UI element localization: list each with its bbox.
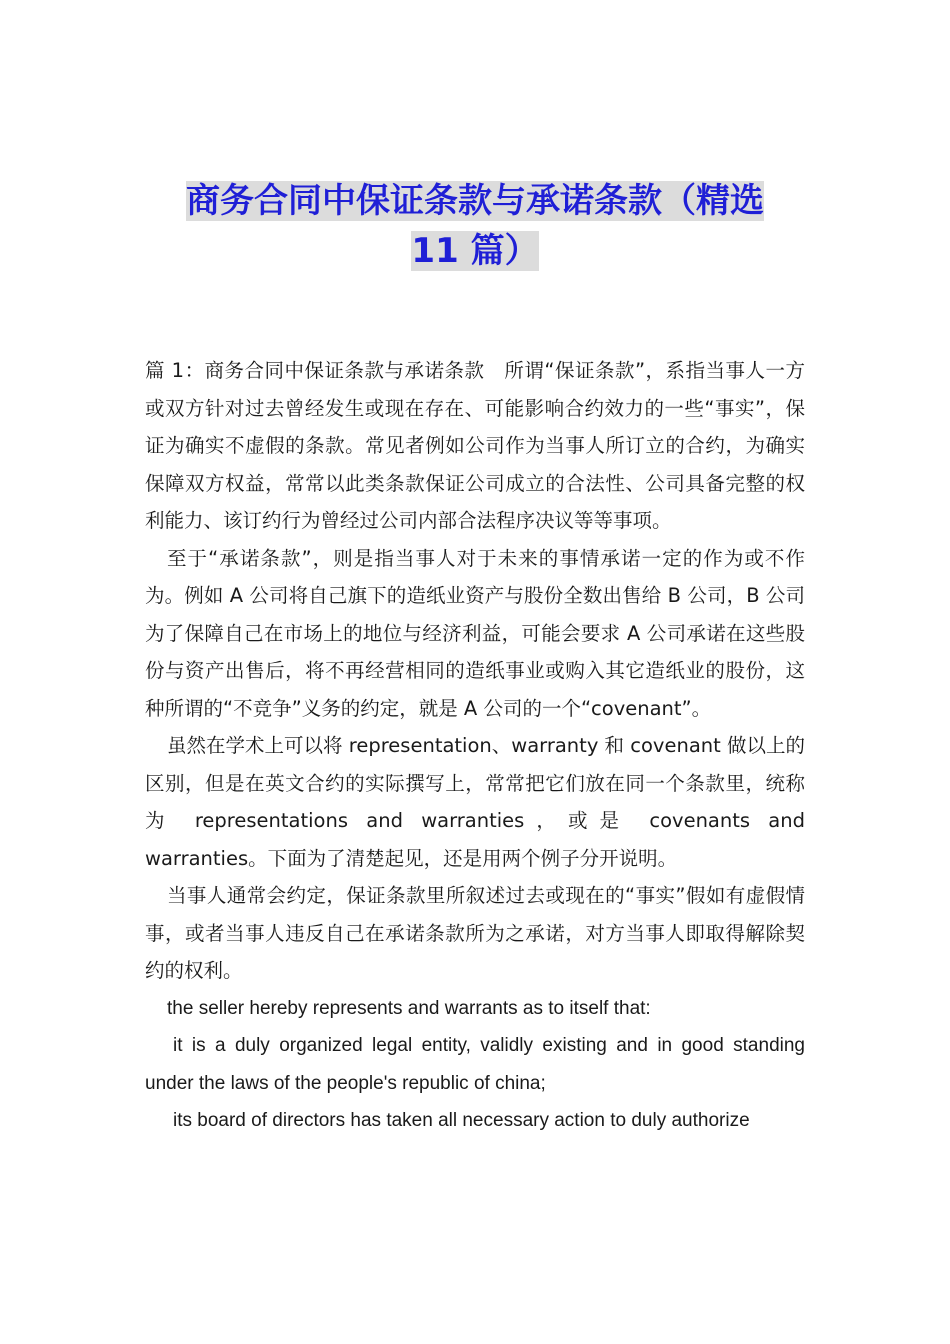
document-title: [145, 176, 805, 276]
paragraph-2: 至于“承诺条款”，则是指当事人对于未来的事情承诺一定的作为或不作为。例如 A 公司将自己旗下的造纸业资产与股份全数出售给 B 公司，B 公司为了保障自己在市场上的地位与经济利益，可能会要求 A 公司承诺在这些股份与资产出售后，将不再经营相同的造纸事业或购入其它造纸业的股份，这种所谓的“不竞争”义务的约定，就是 A 公司的一个“covenant”。: [145, 546, 805, 720]
paragraph-1: 篇 1：商务合同中保证条款与承诺条款 所谓“保证条款”，系指当事人一方或双方针对过去曾经发生或现在存在、可能影响合约效力的一些“事实”，保证为确实不虚假的条款。常见者例如公司作为当事人所订立的合约，为确实保障双方权益，常常以此类条款保证公司成立的合法性、公司具备完整的权利能力、该订约行为曾经过公司内部合法程序决议等等事项。: [145, 359, 805, 532]
title-line-2: 11 篇）: [411, 231, 539, 271]
paragraph-5: the seller hereby represents and warrants as to itself that:: [167, 997, 651, 1019]
paragraph-7: its board of directors has taken all necessary action to duly authorize: [173, 1110, 750, 1131]
title-line-1: 商务合同中保证条款与承诺条款（精选: [186, 181, 764, 221]
paragraph-3: 虽然在学术上可以将 representation、warranty 和 covenant 做以上的区别，但是在英文合约的实际撰写上，常常把它们放在同一个条款里，统称为 representations and warranties，或是 covenants and warranties。下面为了清楚起见，还是用两个例子分开说明。: [145, 734, 805, 870]
paragraph-4: 当事人通常会约定，保证条款里所叙述过去或现在的“事实”假如有虚假情事，或者当事人违反自己在承诺条款所为之承诺，对方当事人即取得解除契约的权利。: [145, 884, 805, 982]
document-body: [145, 352, 805, 1140]
paragraph-6: it is a duly organized legal entity, validly existing and in good standing under the laws of the people's republic of china;: [145, 1035, 805, 1094]
